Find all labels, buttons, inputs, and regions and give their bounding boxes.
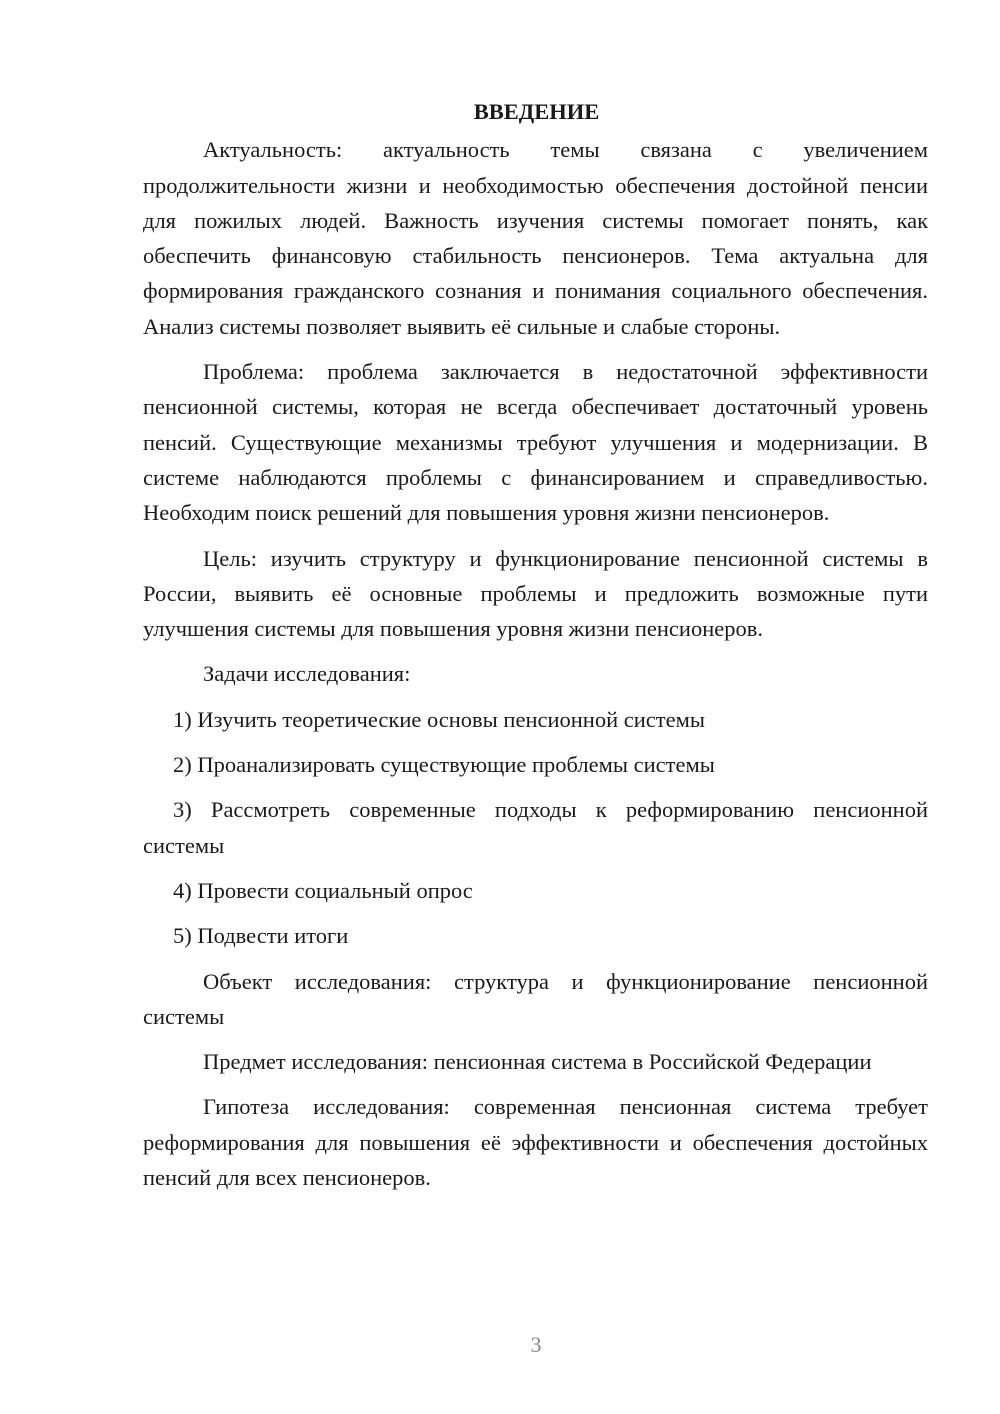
tasks-heading: Задачи исследования:	[203, 661, 411, 687]
task-item-1: 1) Изучить теоретические основы пенсионной системы	[173, 706, 705, 732]
task-item-4: 4) Провести социальный опрос	[173, 877, 473, 903]
paragraph-relevance: Актуальность: актуальность темы связана с увеличением продолжительности жизни и необходимостью обеспечения достойной пенсии для пожилых людей. Важность изучения системы помогает понять, как обеспечить финансовую стабильность пенсионеров. Тема актуальна для формирования гражданского сознания и понимания социального обеспечения. Анализ системы позволяет выявить её сильные и слабые стороны.	[143, 137, 928, 339]
paragraph-problem: Проблема: проблема заключается в недостаточной эффективности пенсионной системы, которая не всегда обеспечивает достаточный уровень пенсий. Существующие механизмы требуют улучшения и модернизации. В системе наблюдаются проблемы с финансированием и справедливостью. Необходим поиск решений для повышения уровня жизни пенсионеров.	[143, 359, 928, 526]
task-item-3: 3) Рассмотреть современные подходы к реформированию пенсионной системы	[143, 797, 928, 858]
task-item-2: 2) Проанализировать существующие проблемы системы	[173, 752, 715, 778]
paragraph-goal: Цель: изучить структуру и функционирование пенсионной системы в России, выявить её основные проблемы и предложить возможные пути улучшения системы для повышения уровня жизни пенсионеров.	[143, 545, 928, 642]
paragraph-object: Объект исследования: структура и функционирование пенсионной системы	[143, 968, 928, 1029]
document-body	[143, 94, 928, 1195]
paragraph-subject: Предмет исследования: пенсионная система в Российской Федерации	[203, 1049, 872, 1075]
page-title: ВВЕДЕНИЕ	[473, 99, 600, 124]
task-item-5: 5) Подвести итоги	[173, 923, 349, 949]
page-number: 3	[530, 1332, 542, 1357]
paragraph-hypothesis: Гипотеза исследования: современная пенсионная система требует реформирования для повышения её эффективности и обеспечения достойных пенсий для всех пенсионеров.	[143, 1094, 928, 1191]
